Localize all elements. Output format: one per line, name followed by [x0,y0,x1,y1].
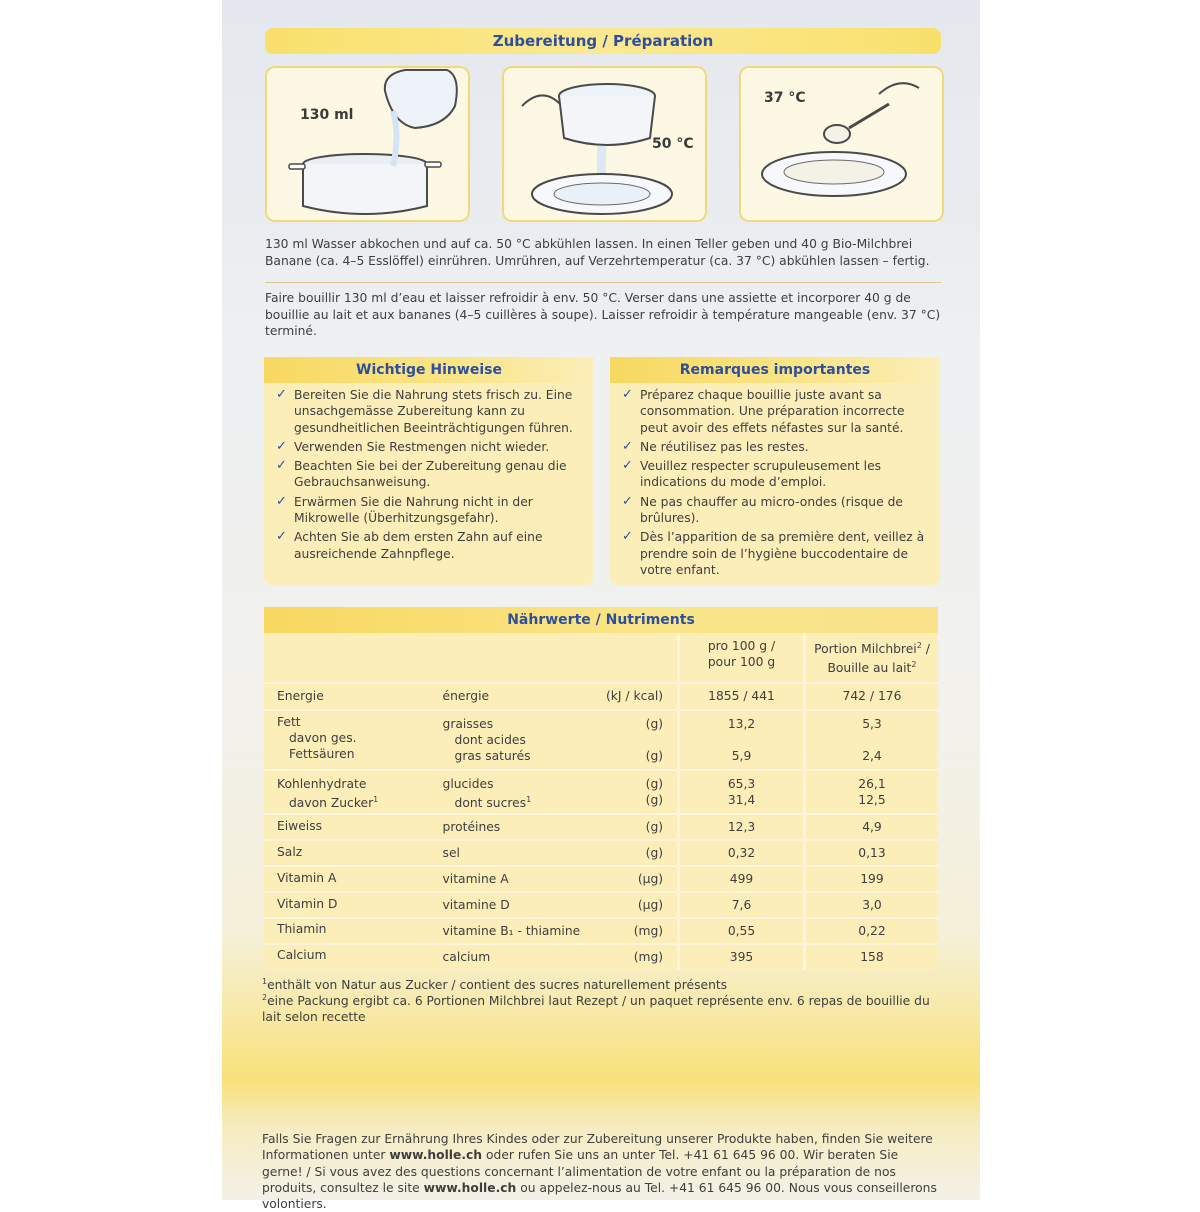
list-item: ✓ Dès l’apparition de sa première dent, veillez à prendre soin de l’hygiène buccodentaire de votre enfant. [622,529,925,577]
notes-box-de [264,357,594,585]
preparation-text-fr: Faire bouillir 130 ml d’eau et laisser refroidir à env. 50 °C. Verser dans une assiette et incorporer 40 g de bouillie au lait et aux bananes (4–5 cuillères à soupe). Laisser refroidir à température mangeable (env. 37 °C) terminé. [265,291,941,338]
step-2-label: 50 °C [652,136,694,152]
table-row: Fett davon ges. Fettsäuren graisses dont acides gras saturés (g) (g) 13,2 5,9 5,3 2,4 [264,710,938,770]
list-item: ✓ Préparez chaque bouillie juste avant sa consommation. Une préparation incorrecte peut avoir des effets néfastes sur la santé. [622,387,905,435]
preparation-header: Zubereitung / Préparation [265,28,941,54]
table-row: Energie énergie (kJ / kcal) 1855 / 441 742 / 176 [264,683,938,710]
pot-icon [289,154,441,214]
check-icon: ✓ [276,458,287,474]
notes-header-de: Wichtige Hinweise [264,357,594,383]
footnote-1: $^1$enthält von Natur aus Zucker / contient des sucres naturellement présents [262,977,728,993]
notes-box-fr [610,357,940,585]
hand-icon [522,95,560,106]
column-header-portion: Portion Milchbrei$^2$ / Bouille au lait$^2$ [804,633,938,683]
website-link[interactable]: www.holle.ch [389,1148,483,1163]
check-icon: ✓ [622,387,633,402]
table-row: Thiamin vitamine B₁ - thiamine (mg) 0,55 0,22 [264,918,938,944]
check-icon: ✓ [622,529,633,545]
notes-header-fr: Remarques importantes [610,357,940,383]
spoon-icon [824,83,919,143]
nutrition-table [264,607,938,970]
table-row: Calcium calcium (mg) 395 158 [264,944,938,970]
table-row: Kohlenhydrate davon Zucker$^1$ glucides dont sucres$^1$ (g) (g) 65,3 31,4 26,1 12,5 [264,770,938,814]
step-cool-pour-illustration [502,66,707,222]
step-stir-illustration [739,66,944,222]
list-item: ✓ Beachten Sie bei der Zubereitung genau die Gebrauchsanweisung. [276,458,567,490]
table-row: Vitamin D vitamine D (µg) 7,6 3,0 [264,892,938,918]
plate-icon [532,174,672,214]
step-boil-water-illustration [265,66,470,222]
column-header-per100: pro 100 g / pour 100 g [679,633,805,683]
list-item: ✓ Veuillez respecter scrupuleusement les indications du mode d’emploi. [622,458,882,490]
bowl-icon [762,152,906,196]
list-item: ✓ Erwärmen Sie die Nahrung nicht in der Mikrowelle (Überhitzungsgefahr). [276,493,533,526]
package-panel [222,0,980,1212]
check-icon: ✓ [622,458,633,474]
footnote-2: $^2$eine Packung ergibt ca. 6 Portionen Milchbrei laut Rezept / un paquet représente env. 6 repas de bouillie du lait selon recette [262,993,930,1025]
nutrition-header: Nährwerte / Nutriments [264,607,938,633]
list-item: ✓ Ne réutilisez pas les restes. [622,438,809,454]
table-row: Vitamin A vitamine A (µg) 499 199 [264,866,938,892]
check-icon: ✓ [276,438,287,454]
list-item: ✓ Ne pas chauffer au micro-ondes (risque de brûlures). [622,493,903,526]
list-item: ✓ Achten Sie ab dem ersten Zahn auf eine ausreichende Zahnpflege. [276,529,543,561]
divider [265,282,941,283]
step-1-label: 130 ml [300,107,354,123]
contact-info: Falls Sie Fragen zur Ernährung Ihres Kindes oder zur Zubereitung unserer Produkte haben, finden Sie weitere Informationen unter www.holle.ch oder rufen Sie uns an unter Tel. +41 61 645 96 00. Wir beraten Sie gerne! / Si vous avez des questions concernant l’alimentation de votre enfant ou la préparation de nos produits, consultez le site www.holle.ch ou appelez-nous au Tel. +41 61 645 96 00. Nous vous conseillerons volontiers. [262,1132,937,1212]
step-3-label: 37 °C [764,90,806,106]
table-row: Salz sel (g) 0,32 0,13 [264,840,938,866]
website-link[interactable]: www.holle.ch [423,1180,517,1195]
list-item: ✓ Bereiten Sie die Nahrung stets frisch zu. Eine unsachgemässe Zubereitung kann zu gesundheitlichen Beeinträchtigungen führen. [276,387,573,435]
check-icon: ✓ [276,387,287,402]
table-header-row [264,633,938,683]
check-icon: ✓ [622,438,633,454]
check-icon: ✓ [276,529,287,545]
list-item: ✓ Verwenden Sie Restmengen nicht wieder. [276,438,550,454]
check-icon: ✓ [622,493,633,509]
check-icon: ✓ [276,493,287,509]
jug-icon [385,70,457,166]
preparation-text-de: 130 ml Wasser abkochen und auf ca. 50 °C abkühlen lassen. In einen Teller geben und 40 g Bio-Milchbrei Banane (ca. 4–5 Esslöffel) einrühren. Umrühren, auf Verzehrtemperatur (ca. 37 °C) abkühlen lassen – fertig. [265,237,930,268]
table-row: Eiweiss protéines (g) 12,3 4,9 [264,814,938,840]
